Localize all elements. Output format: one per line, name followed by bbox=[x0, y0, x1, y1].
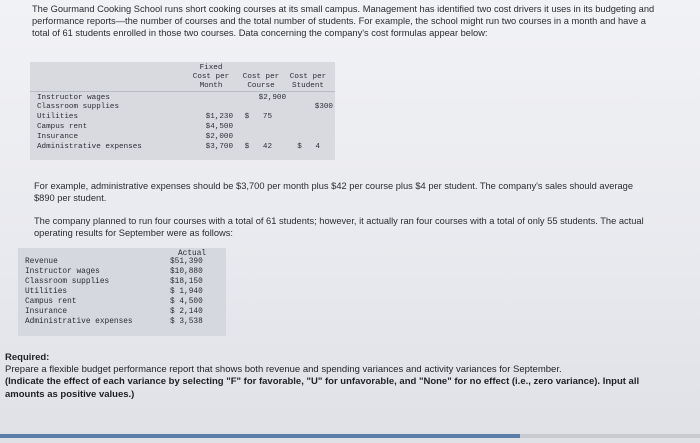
header-fixed-line3: Month bbox=[199, 82, 223, 90]
cost-row-label: Classroom supplies bbox=[37, 103, 120, 111]
cost-row-fixed: $2,000 bbox=[205, 133, 233, 141]
actual-row-value: $ 2,140 bbox=[170, 308, 203, 316]
actual-row-label: Instructor wages bbox=[25, 268, 100, 276]
bottom-accent-bar bbox=[0, 434, 520, 438]
actual-row-value: $ 1,940 bbox=[170, 288, 203, 296]
actual-row-label: Campus rent bbox=[25, 298, 77, 306]
required-section bbox=[5, 352, 675, 401]
cost-row-course: $2,900 bbox=[258, 94, 286, 102]
required-heading: Required: bbox=[5, 352, 50, 363]
actual-row-label: Utilities bbox=[25, 288, 68, 296]
actual-row-label: Insurance bbox=[25, 308, 68, 316]
actual-row-label: Revenue bbox=[25, 258, 58, 266]
cost-row-fixed: $4,500 bbox=[205, 123, 233, 131]
actual-header: Actual bbox=[178, 250, 207, 258]
header-student-line2: Student bbox=[292, 82, 324, 90]
actual-row-value: $18,150 bbox=[170, 278, 203, 286]
required-instruction: Prepare a flexible budget performance report that shows both revenue and spending variances and activity variances for September. bbox=[5, 364, 562, 376]
actual-results-table bbox=[18, 248, 226, 336]
plan-paragraph: The company planned to run four courses with a total of 61 students; however, it actually ran four courses with a total of only 55 students. The actual operating results for September were as follows: bbox=[34, 216, 644, 238]
actual-row-value: $51,390 bbox=[170, 258, 203, 266]
required-note: (Indicate the effect of each variance by selecting "F" for favorable, "U" for unfavorable, and "None" for no effect (i.e., zero variance). Input all amounts as positive values.) bbox=[5, 376, 640, 400]
actual-row-label: Classroom supplies bbox=[25, 278, 110, 286]
header-course-line1: Cost per bbox=[242, 73, 280, 81]
header-divider bbox=[30, 91, 335, 92]
cost-formula-table bbox=[30, 62, 335, 160]
bottom-gray-bar bbox=[520, 434, 700, 438]
cost-row-student: $300 bbox=[314, 103, 333, 111]
cost-row-course: $ 42 bbox=[244, 143, 272, 151]
actual-row-value: $ 3,538 bbox=[170, 318, 203, 326]
cost-row-label: Campus rent bbox=[37, 123, 88, 131]
cost-row-course: $ 75 bbox=[244, 113, 272, 121]
cost-row-student: $ 4 bbox=[297, 143, 320, 151]
actual-row-value: $10,880 bbox=[170, 268, 203, 276]
header-course-line2: Course bbox=[247, 82, 275, 90]
header-fixed-line1: Fixed bbox=[199, 64, 223, 72]
cost-row-label: Insurance bbox=[37, 133, 79, 141]
cost-row-label: Administrative expenses bbox=[37, 143, 142, 151]
actual-row-label: Administrative expenses bbox=[25, 318, 133, 326]
cost-row-fixed: $1,230 bbox=[205, 113, 233, 121]
cost-row-fixed: $3,700 bbox=[205, 143, 233, 151]
cost-row-label: Instructor wages bbox=[37, 94, 110, 102]
intro-paragraph: The Gourmand Cooking School runs short cooking courses at its small campus. Management has identified two cost drivers it uses in its budgeting and performance reports—the number of courses and the total number of students. For example, the school might run two courses in a month and have a total of 61 students enrolled in those two courses. Data concerning the company's cost formulas appear below: bbox=[32, 4, 655, 39]
cost-row-label: Utilities bbox=[37, 113, 79, 121]
example-note: For example, administrative expenses should be $3,700 per month plus $42 per course plus $4 per student. The company's sales should average $890 per student. bbox=[34, 181, 634, 203]
actual-row-value: $ 4,500 bbox=[170, 298, 203, 306]
header-fixed-line2: Cost per bbox=[192, 73, 230, 81]
header-student-line1: Cost per bbox=[289, 73, 327, 81]
